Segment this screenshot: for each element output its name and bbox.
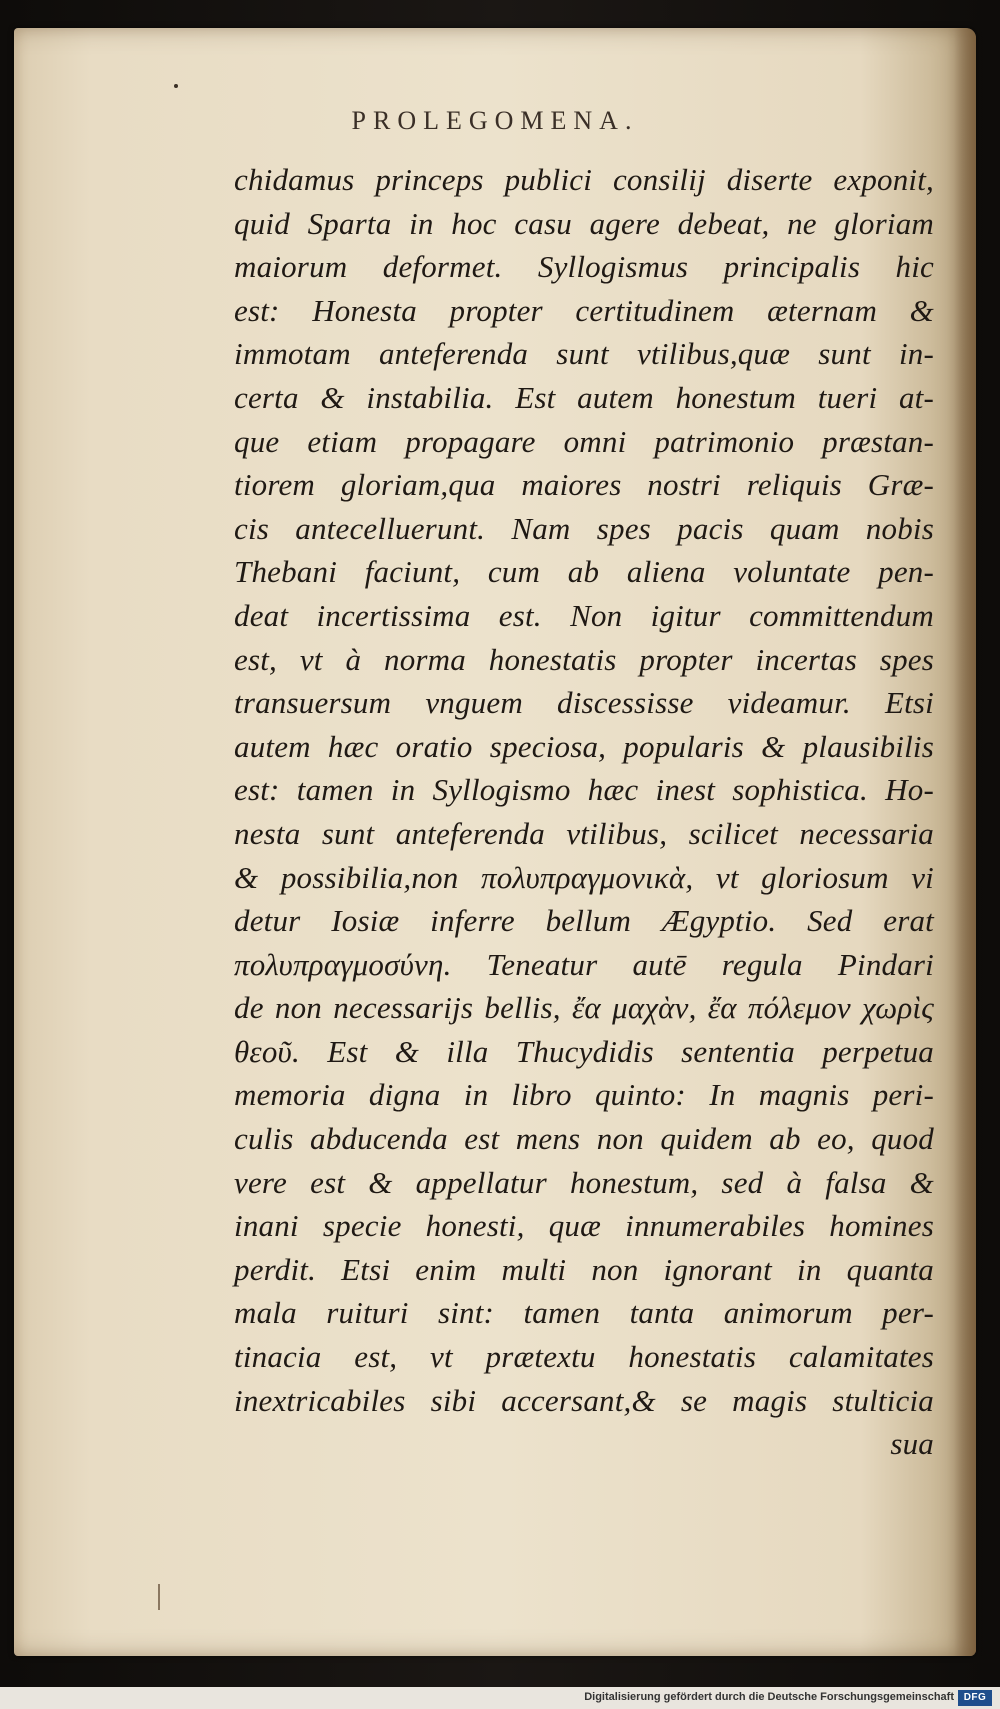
text-line: tiorem gloriam,qua maiores nostri reliquis Græ- [234,467,934,503]
text-line: autem hæc oratio speciosa, popularis & plausibilis [234,728,934,764]
text-line: detur Iosiæ inferre bellum Ægyptio. Sed erat [234,903,934,939]
text-line: deat incertissima est. Non igitur committendum [234,597,934,633]
text-line: quid Sparta in hoc casu agere debeat, ne gloriam [234,205,934,241]
text-line: perdit. Etsi enim multi non ignorant in quanta [234,1251,934,1287]
text-line: inani specie honesti, quæ innumerabiles homines [234,1208,934,1244]
text-line: mala ruituri sint: tamen tanta animorum per- [234,1295,934,1331]
text-line: de non necessarijs bellis, ἔα μαχὰν, ἔα πόλεμον χωρὶς [234,990,934,1026]
margin-mark [158,1584,160,1610]
ink-speck [174,84,178,88]
running-head: PROLEGOMENA. [351,106,639,135]
text-line: chidamus princeps publici consilij diserte exponit, [234,162,934,197]
text-line: que etiam propagare omni patrimonio præstan- [234,423,934,459]
text-line: & possibilia,non πολυπραγμονικὰ, vt gloriosum vi [234,859,934,895]
text-line: tinacia est, vt prætextu honestatis calamitates [234,1339,934,1375]
page-edge-shadow [954,28,976,1656]
funding-credit: Digitalisierung gefördert durch die Deutsche Forschungsgemeinschaft [584,1691,954,1703]
text-line: est, vt à norma honestatis propter incertas spes [234,641,934,677]
text-line: inextricabiles sibi accersant,& se magis stulticia [234,1382,934,1418]
text-line: Thebani faciunt, cum ab aliena voluntate pen- [234,554,934,590]
text-line: memoria digna in libro quinto: In magnis peri- [234,1077,934,1113]
text-line: immotam anteferenda sunt vtilibus,quæ sunt in- [234,336,934,372]
text-line: est: tamen in Syllogismo hæc inest sophistica. Ho- [234,772,934,808]
text-line: θεοῦ. Est & illa Thucydidis sententia perpetua [234,1033,934,1069]
footer-bar [0,1687,1000,1709]
text-line: cis antecelluerunt. Nam spes pacis quam nobis [234,510,934,546]
text-line: πολυπραγμοσύνη. Teneatur autē regula Pindari [234,946,934,982]
text-line: culis abducenda est mens non quidem ab eo, quod [234,1121,934,1157]
catchword: sua [890,1426,934,1462]
text-line: maiorum deformet. Syllogismus principalis hic [234,249,934,285]
text-line: transuersum vnguem discessisse videamur. Etsi [234,685,934,721]
text-line: est: Honesta propter certitudinem æternam & [234,292,934,328]
text-line: vere est & appellatur honestum, sed à falsa & [234,1164,934,1200]
text-line: certa & instabilia. Est autem honestum tueri at- [234,379,934,415]
text-block [234,158,934,1466]
book-page [14,28,976,1656]
text-line: nesta sunt anteferenda vtilibus, scilicet necessaria [234,815,934,851]
dfg-logo: DFG [958,1690,992,1706]
